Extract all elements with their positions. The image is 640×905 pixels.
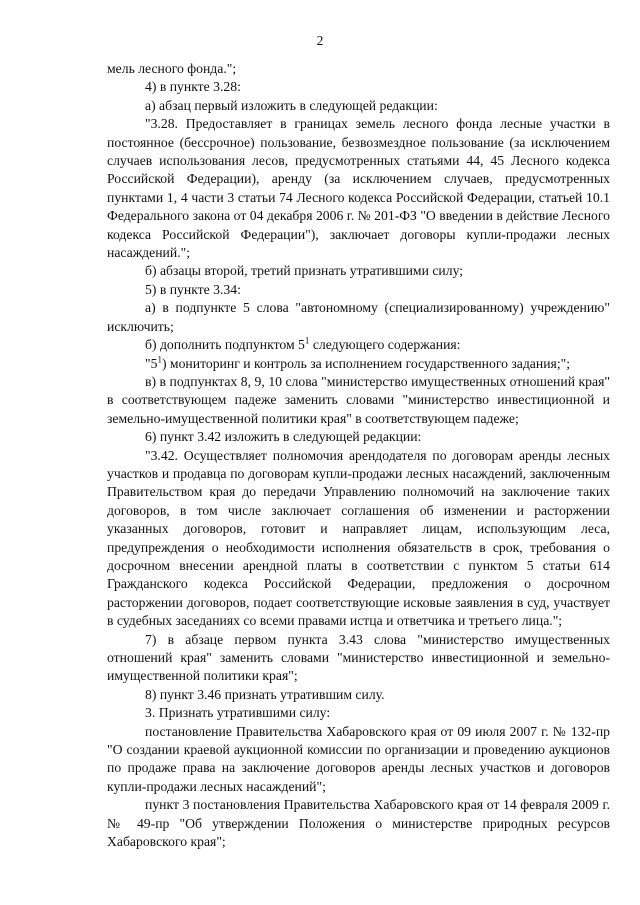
paragraph (107, 336, 610, 354)
paragraph: б) абзацы второй, третий признать утратившими силу; (145, 263, 464, 279)
paragraph (107, 355, 610, 373)
paragraph: 8) пункт 3.46 признать утратившим силу. (145, 686, 385, 702)
paragraph: мель лесного фонда."; (107, 61, 237, 76)
paragraph: 5) в пункте 3.34: (145, 281, 241, 297)
page-number: 2 (316, 33, 324, 48)
paragraph: "3.42. Осуществляет полномочия арендодателя по договорам аренды лесных участков и продавца по договорам купли-продажи лесных насаждений, заключенным Правительством края до передачи Управлению полномочий на заключение таких договоров, в том числе заключает соглашения об изменении и расторжении указанных договоров, готовит и направляет лицам, использующим леса, предупреждения о необходимости исполнения обязательств в срок, требования о досрочном внесении арендной платы в соответствии с пунктом 5 статьи 614 Гражданского кодекса Российской Федерации, предложения о досрочном расторжении договоров, подает соответствующие исковые заявления в суд, участвует в судебных заседаниях со всеми правами истца и ответчика и третьего лица."; (107, 447, 610, 629)
paragraph: 7) в абзаце первом пункта 3.43 слова "министерство имущественных отношений края" заменить словами "министерство инвестиционной и земельно-имущественной политики края"; (107, 631, 610, 684)
paragraph: "3.28. Предоставляет в границах земель лесного фонда лесные участки в постоянное (бессрочное) пользование, безвозмездное пользование (за исключением случаев использования лесов, предусмотренных статьями 44, 45 Лесного кодекса Российской Федерации), аренду (за исключением случаев, предусмотренных пунктами 1, 4 части 3 статьи 74 Лесного кодекса Российской Федерации, статьей 10.1 Федерального закона от 04 декабря 2006 г. № 201-ФЗ "О введении в действие Лесного кодекса Российской Федерации"), заключает договоры купли-продажи лесных насаждений."; (107, 116, 610, 261)
paragraph: а) в подпункте 5 слова "автономному (специализированному) учреждению" исключить; (107, 300, 610, 334)
paragraph: 4) в пункте 3.28: (145, 79, 241, 95)
paragraph: а) абзац первый изложить в следующей редакции: (145, 97, 438, 113)
paragraph: в) в подпунктах 8, 9, 10 слова "министерство имущественных отношений края" в соответствующем падеже заменить словами "министерство инвестиционной и земельно-имущественной политики края" в соответствующем падеже; (107, 373, 610, 426)
paragraph: 3. Признать утратившими силу: (145, 705, 331, 721)
superscript: 1 (157, 353, 162, 364)
paragraph-text: следующего содержания: (309, 337, 461, 353)
document-body (107, 60, 610, 851)
paragraph: 6) пункт 3.42 изложить в следующей редакции: (145, 429, 422, 445)
paragraph-text: "5 (145, 355, 158, 371)
superscript: 1 (304, 335, 310, 346)
paragraph: постановление Правительства Хабаровского края от 09 июля 2007 г. № 132-пр "О создании краевой аукционной комиссии по организации и проведению аукционов по продаже права на заключение договоров аренды лесных участков и договоров купли-продажи лесных насаждений"; (107, 723, 610, 794)
paragraph-text: ) мониторинг и контроль за исполнением государственного задания;"; (161, 355, 571, 371)
paragraph: пункт 3 постановления Правительства Хабаровского края от 14 февраля 2009 г. № 49-пр "Об утверждении Положения о министерстве природных ресурсов Хабаровского края"; (107, 797, 610, 850)
paragraph-text: б) дополнить подпунктом 5 (145, 337, 305, 353)
